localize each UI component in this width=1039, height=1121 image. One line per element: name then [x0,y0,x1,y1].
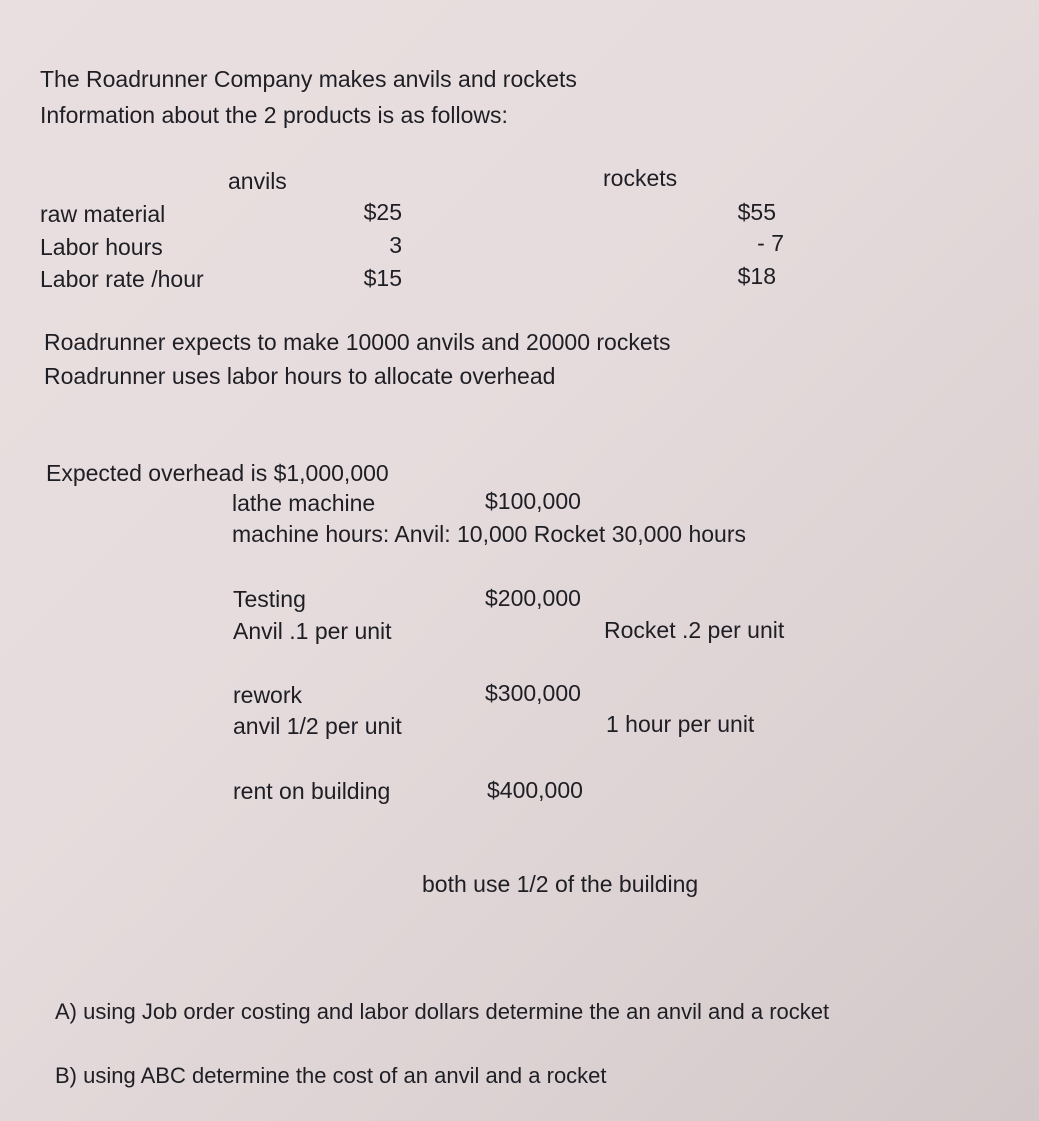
row-label-labor-rate: Labor rate /hour [40,266,204,292]
machine-hours: machine hours: Anvil: 10,000 Rocket 30,000 hours [232,521,746,547]
lathe-machine-label: lathe machine [232,490,376,516]
rockets-raw-material: $55 [737,199,776,225]
rework-rocket: 1 hour per unit [606,711,755,737]
anvils-labor-rate: $15 [363,265,402,291]
testing-rocket: Rocket .2 per unit [604,617,785,643]
row-label-raw-material: raw material [40,201,166,227]
rent-note: both use 1/2 of the building [422,871,699,897]
question-a: A) using Job order costing and labor dollars determine the an anvil and a rocket [55,999,830,1024]
rework-amount: $300,000 [485,680,581,706]
rework-label: rework [233,682,303,708]
rockets-labor-hours: - 7 [757,230,784,256]
anvils-raw-material: $25 [363,199,402,225]
intro-line-2: Information about the 2 products is as follows: [40,102,508,128]
overhead-title: Expected overhead is $1,000,000 [46,460,389,486]
testing-label: Testing [233,586,306,612]
testing-anvil: Anvil .1 per unit [233,618,392,644]
rework-anvil: anvil 1/2 per unit [233,713,402,739]
column-header-anvils: anvils [228,168,287,194]
anvils-labor-hours: 3 [389,232,402,258]
expectations-line-1: Roadrunner expects to make 10000 anvils and 20000 rockets [44,329,671,355]
lathe-machine-amount: $100,000 [485,488,581,514]
expectations-line-2: Roadrunner uses labor hours to allocate overhead [44,363,556,389]
row-label-labor-hours: Labor hours [40,234,163,260]
question-b: B) using ABC determine the cost of an anvil and a rocket [55,1063,607,1088]
testing-amount: $200,000 [485,585,581,611]
rockets-labor-rate: $18 [737,263,776,289]
rent-label: rent on building [233,778,391,804]
column-header-rockets: rockets [603,165,678,191]
rent-amount: $400,000 [487,777,583,803]
intro-line-1: The Roadrunner Company makes anvils and rockets [40,66,577,92]
